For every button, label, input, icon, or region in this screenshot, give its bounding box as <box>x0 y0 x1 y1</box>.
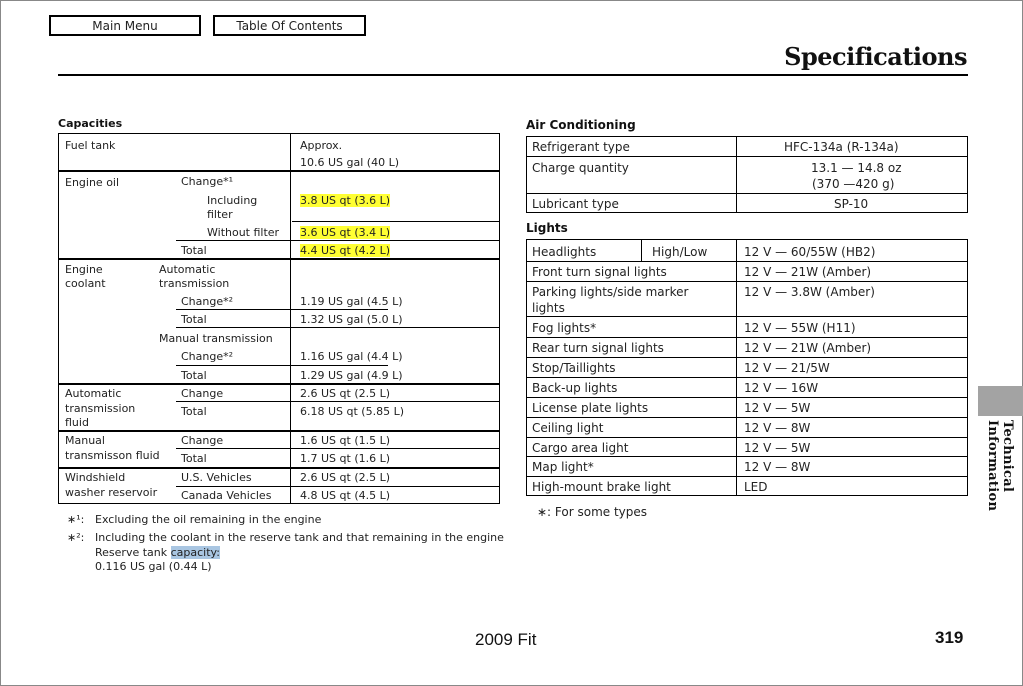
high-mount-brake-light-label: High-mount brake light <box>532 480 671 494</box>
lights-row-divider <box>526 456 968 457</box>
engine-coolant-label-1: Engine <box>65 263 103 276</box>
engine-oil-filter-label: filter <box>207 208 233 221</box>
highlight: 3.8 US qt (3.6 L) <box>300 194 391 207</box>
highlight: 3.6 US qt (3.4 L) <box>300 226 391 239</box>
washer-us-label: U.S. Vehicles <box>181 471 252 484</box>
table-of-contents-button[interactable]: Table Of Contents <box>213 15 366 36</box>
atf-total-label: Total <box>181 405 207 418</box>
lights-row-divider <box>526 261 968 262</box>
atf-label-1: Automatic <box>65 387 122 400</box>
atf-change-value: 2.6 US qt (2.5 L) <box>300 387 391 400</box>
capacity-highlight: capacity: <box>170 546 220 559</box>
footnote-2-text: Including the coolant in the reserve tank and that remaining in the engine <box>95 531 504 544</box>
ac-row-divider <box>526 193 968 194</box>
coolant-man-total-label: Total <box>181 369 207 382</box>
coolant-manual-label: Manual transmission <box>159 332 273 345</box>
capacities-heading: Capacities <box>58 117 123 130</box>
fuel-tank-approx: Approx. <box>300 139 343 152</box>
ac-row-divider <box>526 156 968 157</box>
headlights-value: 12 V — 60/55W (HB2) <box>744 245 876 259</box>
engine-oil-including-label: Including <box>207 194 258 207</box>
washer-label-1: Windshield <box>65 471 126 484</box>
footnote-1-mark: ∗¹: <box>67 513 85 526</box>
washer-canada-label: Canada Vehicles <box>181 489 272 502</box>
row-divider <box>58 258 500 260</box>
cargo-area-light-label: Cargo area light <box>532 441 629 455</box>
coolant-auto-total-label: Total <box>181 313 207 326</box>
lights-row-divider <box>526 476 968 477</box>
washer-us-value: 2.6 US qt (2.5 L) <box>300 471 391 484</box>
fog-lights-label: Fog lights* <box>532 321 597 335</box>
mtf-change-value: 1.6 US qt (1.5 L) <box>300 434 391 447</box>
front-turn-signal-label: Front turn signal lights <box>532 265 667 279</box>
section-tab-label: Technical Information <box>985 420 1015 512</box>
lights-row-divider <box>526 417 968 418</box>
ceiling-light-label: Ceiling light <box>532 421 604 435</box>
ceiling-light-value: 12 V — 8W <box>744 421 811 435</box>
engine-oil-without-filter-label: Without filter <box>207 226 280 239</box>
engine-coolant-label-2: coolant <box>65 277 106 290</box>
footnote-1-text: Excluding the oil remaining in the engine <box>95 513 322 526</box>
page-number: 319 <box>935 628 964 647</box>
charge-quantity-value: 13.1 — 14.8 oz <box>811 161 902 175</box>
page-title: Specifications <box>784 42 967 71</box>
fuel-tank-value: 10.6 US gal (40 L) <box>300 156 399 169</box>
ac-column-divider <box>736 136 737 213</box>
section-tab-marker <box>978 386 1023 416</box>
footnote-2-reserve <box>95 546 220 559</box>
lights-heading: Lights <box>526 221 568 235</box>
coolant-automatic-label-2: transmission <box>159 277 230 290</box>
footnote-2-value: 0.116 US gal (0.44 L) <box>95 560 212 573</box>
coolant-man-change-value: 1.16 US gal (4.4 L) <box>300 350 403 363</box>
highlight: 4.4 US qt (4.2 L) <box>300 244 391 257</box>
sub-divider <box>176 448 500 449</box>
mtf-label-1: Manual <box>65 434 105 447</box>
atf-label-3: fluid <box>65 416 89 429</box>
sub-divider <box>176 486 500 487</box>
footer-model: 2009 Fit <box>475 630 537 649</box>
rear-turn-signal-label: Rear turn signal lights <box>532 341 664 355</box>
mtf-total-label: Total <box>181 452 207 465</box>
charge-quantity-label: Charge quantity <box>532 161 629 175</box>
charge-quantity-value-grams: (370 —420 g) <box>812 177 895 191</box>
coolant-automatic-label-1: Automatic <box>159 263 216 276</box>
back-up-lights-label: Back-up lights <box>532 381 618 395</box>
map-light-label: Map light* <box>532 460 594 474</box>
high-mount-brake-light-value: LED <box>744 480 768 494</box>
atf-change-label: Change <box>181 387 224 400</box>
lubricant-type-label: Lubricant type <box>532 197 619 211</box>
sub-divider <box>176 240 500 241</box>
coolant-man-total-value: 1.29 US gal (4.9 L) <box>300 369 403 382</box>
washer-label-2: washer reservoir <box>65 486 158 499</box>
reserve-tank-label: Reserve tank <box>95 546 171 559</box>
sub-divider <box>176 365 388 366</box>
rear-turn-signal-value: 12 V — 21W (Amber) <box>744 341 872 355</box>
engine-oil-including-value <box>300 194 390 207</box>
atf-total-value: 6.18 US qt (5.85 L) <box>300 405 405 418</box>
sub-divider <box>176 309 388 310</box>
engine-oil-label: Engine oil <box>65 176 120 189</box>
row-divider <box>58 430 500 432</box>
fog-lights-value: 12 V — 55W (H11) <box>744 321 856 335</box>
engine-oil-total-label: Total <box>181 244 207 257</box>
mtf-total-value: 1.7 US qt (1.6 L) <box>300 452 391 465</box>
back-up-lights-value: 12 V — 16W <box>744 381 819 395</box>
mtf-change-label: Change <box>181 434 224 447</box>
coolant-auto-change-value: 1.19 US gal (4.5 L) <box>300 295 403 308</box>
lights-row-divider <box>526 281 968 282</box>
lights-row-divider <box>526 316 968 317</box>
front-turn-signal-value: 12 V — 21W (Amber) <box>744 265 872 279</box>
stop-taillights-label: Stop/Taillights <box>532 361 616 375</box>
engine-oil-change-label: Change*¹ <box>181 175 234 188</box>
atf-label-2: transmission <box>65 402 136 415</box>
sub-divider <box>176 327 500 328</box>
lights-row-divider <box>526 337 968 338</box>
engine-oil-total-value <box>300 244 390 257</box>
title-rule <box>58 74 968 76</box>
sub-divider <box>176 401 500 402</box>
lights-row-divider <box>526 397 968 398</box>
fuel-tank-label: Fuel tank <box>65 139 116 152</box>
license-plate-lights-label: License plate lights <box>532 401 649 415</box>
refrigerant-type-label: Refrigerant type <box>532 140 630 154</box>
sub-divider <box>292 221 500 222</box>
map-light-value: 12 V — 8W <box>744 460 811 474</box>
row-divider <box>58 467 500 469</box>
parking-lights-value: 12 V — 3.8W (Amber) <box>744 285 875 299</box>
lights-row-divider <box>526 357 968 358</box>
coolant-auto-total-value: 1.32 US gal (5.0 L) <box>300 313 403 326</box>
coolant-auto-change-label: Change*² <box>181 295 234 308</box>
refrigerant-type-value: HFC-134a (R-134a) <box>784 140 899 154</box>
main-menu-button[interactable]: Main Menu <box>49 15 201 36</box>
headlights-subdivider <box>641 239 642 261</box>
row-divider <box>58 383 500 385</box>
washer-canada-value: 4.8 US qt (4.5 L) <box>300 489 391 502</box>
stop-taillights-value: 12 V — 21/5W <box>744 361 830 375</box>
lights-footnote: ∗: For some types <box>537 505 648 519</box>
cargo-area-light-value: 12 V — 5W <box>744 441 811 455</box>
footnote-2-mark: ∗²: <box>67 531 85 544</box>
parking-lights-label-2: lights <box>532 301 565 315</box>
mtf-label-2: transmisson fluid <box>65 449 160 462</box>
parking-lights-label: Parking lights/side marker <box>532 285 689 299</box>
lights-column-divider <box>736 239 737 496</box>
license-plate-lights-value: 12 V — 5W <box>744 401 811 415</box>
air-conditioning-heading: Air Conditioning <box>526 118 636 132</box>
engine-oil-without-filter-value <box>300 226 390 239</box>
headlights-high-low-label: High/Low <box>652 245 708 259</box>
coolant-man-change-label: Change*² <box>181 350 234 363</box>
headlights-label: Headlights <box>532 245 597 259</box>
lubricant-type-value: SP-10 <box>834 197 869 211</box>
row-divider <box>58 170 500 172</box>
lights-row-divider <box>526 377 968 378</box>
lights-row-divider <box>526 437 968 438</box>
